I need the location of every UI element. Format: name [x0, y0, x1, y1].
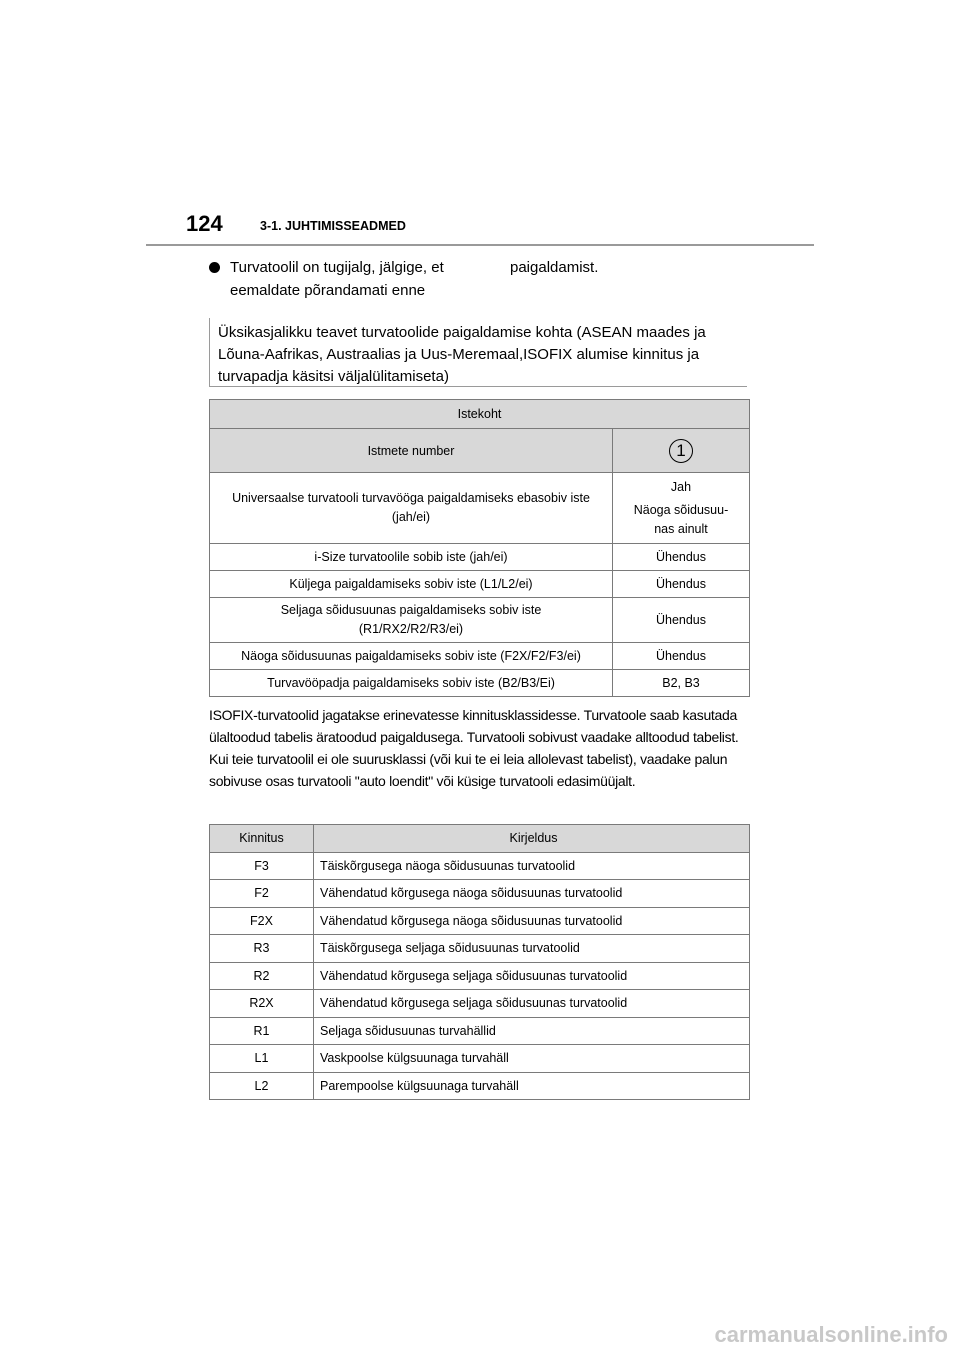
- row-value-line: Jah: [670, 479, 692, 494]
- fixture-description: Vähendatud kõrgusega seljaga sõidusuunas turvatoolid: [314, 990, 750, 1018]
- fixture-code: L1: [210, 1045, 314, 1073]
- table-row: [210, 852, 750, 880]
- row-value: [613, 473, 750, 544]
- row-label: Küljega paigaldamiseks sobiv iste (L1/L2/ei): [210, 571, 613, 598]
- table-row: [210, 571, 750, 598]
- paragraph-2: Kui teie turvatoolil ei ole suurusklassi (või kui te ei leia allolevast tabelist), vaadake palun sobivuse osas turvatooli "auto loendit" või küsige turvatooli edasimüüjalt.: [209, 751, 728, 789]
- row-label: Näoga sõidusuunas paigaldamiseks sobiv iste (F2X/F2/F3/ei): [210, 643, 613, 670]
- table-row: [210, 598, 750, 643]
- row-label: [210, 598, 613, 643]
- fixture-code: L2: [210, 1072, 314, 1100]
- seat-suitability-table: [209, 399, 750, 697]
- fixture-code: F2: [210, 880, 314, 908]
- bullet-text-line2: eemaldate põrandamati enne: [230, 282, 426, 299]
- table-row: [210, 643, 750, 670]
- header-divider: [146, 244, 814, 246]
- row-label-line: (R1/RX2/R2/R3/ei): [358, 622, 464, 636]
- fixture-description: Täiskõrgusega seljaga sõidusuunas turvatoolid: [314, 935, 750, 963]
- table-row: [210, 1045, 750, 1073]
- fixture-description: Vähendatud kõrgusega seljaga sõidusuunas turvatoolid: [314, 962, 750, 990]
- fixture-description: Parempoolse külgsuunaga turvahäll: [314, 1072, 750, 1100]
- isofix-explanation: [209, 704, 754, 792]
- row-label-line: Seljaga sõidusuunas paigaldamiseks sobiv iste: [280, 603, 542, 617]
- column-header-fixture: Kinnitus: [210, 825, 314, 853]
- fixture-code: R2: [210, 962, 314, 990]
- row-value: B2, B3: [613, 670, 750, 697]
- table-row: [210, 670, 750, 697]
- row-value-line: nas ainult: [654, 521, 708, 536]
- page-number: 124: [186, 211, 223, 236]
- row-value-line: Näoga sõidusuu-: [633, 502, 729, 517]
- fixture-class-table: [209, 824, 750, 1100]
- fixture-description: Vaskpoolse külgsuunaga turvahäll: [314, 1045, 750, 1073]
- seat-number-cell: [613, 429, 750, 473]
- row-label: Universaalse turvatooli turvavööga paigaldamiseks ebasobiv iste (jah/ei): [210, 473, 613, 544]
- table-row: [210, 907, 750, 935]
- table-row: [210, 473, 750, 544]
- table-row: [210, 880, 750, 908]
- row-value: Ühendus: [613, 544, 750, 571]
- bullet-item: [209, 256, 469, 302]
- row-label: i-Size turvatoolile sobib iste (jah/ei): [210, 544, 613, 571]
- row-value: Ühendus: [613, 598, 750, 643]
- row-value: Ühendus: [613, 643, 750, 670]
- fixture-description: Vähendatud kõrgusega näoga sõidusuunas turvatoolid: [314, 907, 750, 935]
- fixture-description: Seljaga sõidusuunas turvahällid: [314, 1017, 750, 1045]
- section-title: 3-1. JUHTIMISSEADMED: [260, 219, 406, 233]
- fixture-code: R2X: [210, 990, 314, 1018]
- table-row: [210, 1072, 750, 1100]
- fixture-description: Täiskõrgusega näoga sõidusuunas turvatoolid: [314, 852, 750, 880]
- table-row: [210, 544, 750, 571]
- bullet-dot-icon: [209, 262, 220, 273]
- site-watermark: carmanualsonline.info: [714, 1322, 948, 1347]
- table-row: [210, 1017, 750, 1045]
- column-header-description: Kirjeldus: [314, 825, 750, 853]
- table-row: [210, 935, 750, 963]
- row-label: Turvavööpadja paigaldamiseks sobiv iste (B2/B3/Ei): [210, 670, 613, 697]
- paragraph-1: ISOFIX-turvatoolid jagatakse erinevatesse kinnitusklassidesse. Turvatoole saab kasutada ülaltoodud tabelis äratoodud paigaldusega. Turvatooli sobivust vaadake alltoodud tabelist.: [209, 707, 739, 745]
- note-text: Üksikasjalikku teavet turvatoolide paigaldamise kohta (ASEAN maades ja Lõuna-Aafrikas, Austraalias ja Uus-Meremaal,ISOFIX alumise kinnitus ja turvapadja käsitsi väljalülitamiseta): [218, 324, 706, 385]
- fixture-code: F3: [210, 852, 314, 880]
- bullet-text-line1: Turvatoolil on tugijalg, jälgige, et: [230, 259, 444, 276]
- fixture-description: Vähendatud kõrgusega näoga sõidusuunas turvatoolid: [314, 880, 750, 908]
- fixture-code: F2X: [210, 907, 314, 935]
- table-row: [210, 962, 750, 990]
- table-header-seat-position: Istekoht: [210, 400, 750, 429]
- row-value: Ühendus: [613, 571, 750, 598]
- seat-number-label: Istmete number: [210, 429, 613, 473]
- fixture-code: R3: [210, 935, 314, 963]
- table-row: [210, 990, 750, 1018]
- seat-number-badge: 1: [669, 439, 693, 463]
- fixture-code: R1: [210, 1017, 314, 1045]
- bullet-text-continuation: paigaldamist.: [510, 259, 599, 276]
